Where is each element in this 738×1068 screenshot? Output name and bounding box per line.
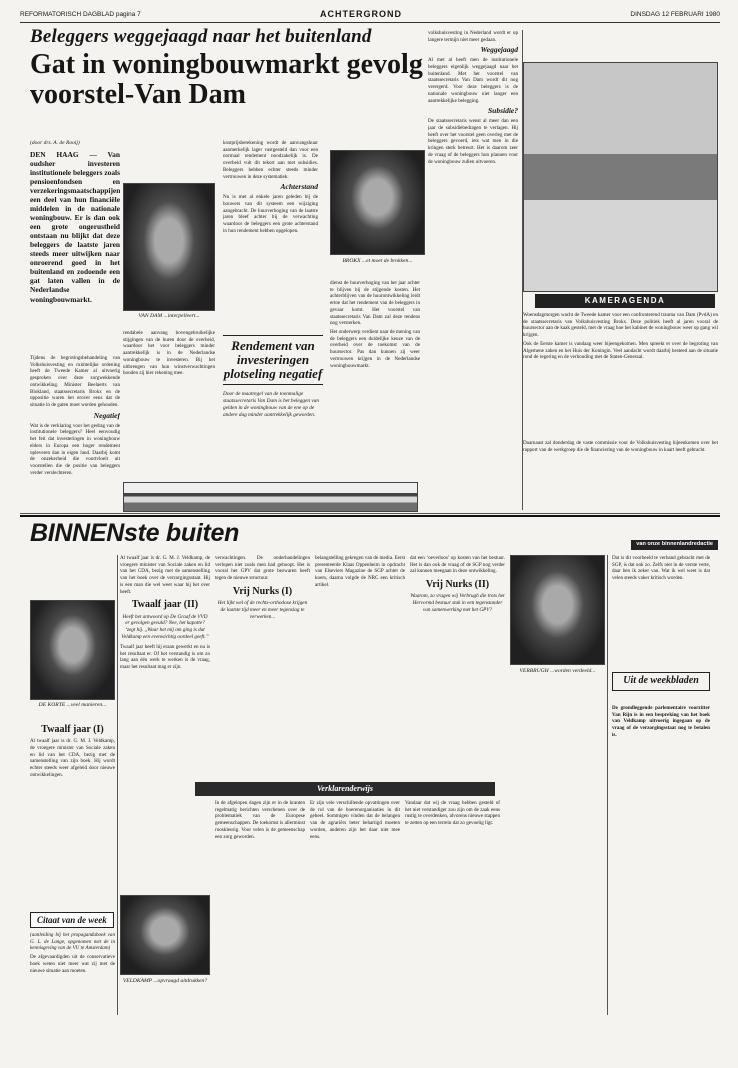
masthead: [20, 9, 720, 23]
col-mid2-body: belangstelling gekregen van de media. Eerst presenteerde Klaas Oppenheim in opdracht van Elseviers Magazine de SGP achter de koers, daarna volgde de NRC een kritisch artikel.: [315, 555, 405, 588]
binnen-title: BINNENste buiten: [30, 519, 240, 547]
weekbladen-intro: De grondleggende parlementaire voorzitter Van Rijn is in een bespreking van het boek van Veldkamp uitvoerig ingegaan op de vraag of de verzorgingsstaat nog te betalen is.: [612, 705, 710, 738]
veldkamp-caption: VELDKAMP ...opvraagd uitdrukken?: [122, 978, 208, 984]
main-body-4: Nu is met al enkele jaren geleden bij de bouwers van dit systeem een wijziging aangebracht. De huurverhoging van de laatste jaren bleef achter bij de verwachting waardoor de beleggers een grote achterstand in hun rendement hebben opgelopen.: [223, 194, 318, 234]
kameragenda-title: KAMERAGENDA: [535, 294, 715, 308]
quote-text: Door de maatregel van de toenmalige staatssecretaris Van Dam is het beleggen van gelden in de woningbouw van de ene op de andere dag minder aantrekkelijk geworden.: [223, 391, 320, 418]
main-byline: (door drs. A. de Rooij): [30, 140, 80, 146]
weekbladen-column: [612, 705, 710, 1005]
right-body-1: volkshuisvesting in Nederland wordt er op langere termijn niet meer gedaan.: [428, 30, 518, 43]
brokx-caption: BROKX ...et moet de brokken...: [342, 258, 413, 264]
twaalf-3-column: [30, 720, 115, 910]
section-title: ACHTERGROND: [320, 9, 402, 19]
kameragenda-body-3: Daarnaast zal donderdag de vaste commissie voor de Volkshuisvesting bijeenkomen over het rapport van de werkgroep die de financiering van de woningbouw in kaart heeft gebracht.: [523, 440, 718, 453]
masthead-date: DINSDAG 12 FEBRUARI 1980: [630, 11, 720, 18]
right-article-column: [428, 30, 518, 505]
van-dam-caption: VAN DAM ...interpelleert...: [138, 313, 200, 319]
twaalf-3-body: Al twaalf jaar is dr. G. M. J. Veldkamp, de vroegere minister van Sociale zaken en lid van het CDA, bezig met de samenstelling van zijn boek. Hij wordt echter steeds weer afgeleid door nieuwe ontwikkelingen.: [30, 738, 115, 778]
main-column-1: [30, 355, 120, 510]
de-korte-caption: DE KORTE ...veel manieren...: [38, 702, 107, 708]
subhead-negatief: Negatief: [93, 410, 120, 420]
subhead-weggejaagd: Weggejaagd: [480, 45, 518, 55]
col-right-body: dat een ‘oeverloos’ op kosten van het bestuur. Het is dan ook de vraag of de SGP nog verder zal kunnen meegaan in deze ontwikkeling.: [410, 555, 505, 575]
main-column-4: [330, 280, 420, 480]
vrij-1-sub: Het lijkt wel of de rechts-orthodoxe krijgen de laatste tijd meer en meer tegenslag te verwerken...: [217, 600, 308, 620]
main-column-2: [223, 140, 318, 330]
weekbladen-box: [612, 672, 710, 691]
column-rule: [117, 555, 118, 1015]
masthead-left: REFORMATORISCH DAGBLAD pagina 7: [20, 11, 141, 18]
kameragenda-column: [523, 312, 718, 432]
verklarenderwijs-column-3: [405, 800, 500, 1010]
parliament-photo: [523, 62, 718, 292]
right-body-2: Al met al heeft men de institutionele beleggers eigenlijk weggejaagd naar het buitenland. Met het voorstel van staatssecretaris Van Dam wordt dit nog verergerd. Voor deze beleggers is de nationale woningbouw niet langer een aantrekkelijke belegging.: [428, 57, 518, 104]
citaat-text: (aanleiding bij het propagandaboek van G. L. de Lange, opgenomen met de in kennisgeving van de VU te Amsterdam): [30, 932, 115, 952]
main-kicker: Beleggers weggejaagd naar het buitenland: [30, 26, 372, 47]
twaalf-2-body: Twaalf jaar heeft hij eraan gewerkt en nu is het resultaat er. Of het verstandig is om zo lang aan één werk te werken is de vraag, maar het resultaat mag er zijn.: [120, 643, 210, 671]
main-body-6: dienst de huurverhoging van het jaar achter te blijven bij de stijgende kosten. Het achterblijven van de huurontwikkeling leidt ertoe dat het rendement van de beleggers in gevaar komt. Het voorstel van staatssecretaris Van Dam zal deze tendens nog versterken.: [330, 280, 420, 327]
main-body-3: kostprijsberekening wordt de aanvangshuur aanmerkelijk lager vastgesteld dan voor een normaal rendement noodzakelijk is. De overheid vult dit tekort aan met subsidies. Beleggers hebben echter steeds minder vertrouwen in deze systematiek.: [223, 140, 318, 180]
main-body-2: Wat is de verklaring voor het gedrag van de institutionele beleggers? Heel eenvoudig het feit dat investeringen in woningbouw elders in Europa een hoger rendement opleveren dan in eigen land. Daarbij komt de onzekerheid die voortvloeit uit voorstellen die de positie van beleggers verder verslechteren.: [30, 422, 120, 476]
veldkamp-photo: [120, 895, 210, 975]
column-rule: [522, 30, 523, 510]
column-rule: [607, 555, 608, 1015]
main-body-7: Het onderwerp verdient naar de mening van de beleggers een duidelijke keuze van de overheid over de toekomst van de huursector. Pas dan kunnen zij weer vertrouwen krijgen in de Nederlandse woningbouwmarkt.: [330, 329, 420, 369]
binnen-column-2: [120, 555, 210, 780]
citaat-column: [30, 932, 115, 1012]
kameragenda-body-1: Woensdagmorgen wacht de Tweede kamer voor een confronterend trauma van Dam (PvdA) en de staatssecretaris van Volkshuisvesting Brokx. Deze politiek heeft al jaren vooral de huursector aan de kaak gesteld, met de vraag hoe het kabinet de woningbouw weer op gang wil krijgen.: [523, 312, 718, 339]
binnen-column-6: [612, 555, 710, 667]
verklarenderwijs-column-2: [310, 800, 400, 1010]
twaalf-2-sub: Heeft het antwoord op De Graaf de VVD er gevolgen gevuld? Nee, het kapotte? ‘zegt hij. ,,Waar het mij om ging is dat Veldkamp een evenwichtig oordeel geeft.’’: [121, 613, 209, 641]
main-body-5: rendabele aanvang bovengebruikelijke stijgingen van de huren door de overheid, waardoor het voor beleggers minder aantrekkelijk is in de Nederlandse woningbouw te investeren. Bij het uitbrengen van hun winstverwachtingen houden zij hier rekening mee.: [123, 330, 215, 377]
twaalf-2-head: Twaalf jaar (II): [131, 599, 199, 611]
col-farright-body: Dat is dit voorbeeld te verband gebracht met de SGP, is dat ook zo. Zelfs niet in de verste verte, daar ben ik zeker van. Wat ik wel weet is dat velen steeds vaker kritisch worden.: [612, 555, 710, 582]
verbrugh-caption: VERBRUGH ...worden verdeeld...: [519, 668, 596, 674]
main-headline: Gat in woningbouwmarkt gevolg voorstel-Van Dam: [30, 49, 423, 111]
de-korte-photo: [30, 600, 115, 700]
right-body-3: De staatssecretaris wenst al meer dan een jaar de subsidiebedragen te verlagen. Hij heeft over het voorstel geen overleg met de beleggers gevoerd, iets wat men in die kringen sterk betreurt. Het is daarom zeer de vraag of de beleggers hun plannen voor de woningbouw zullen uitvoeren.: [428, 118, 518, 165]
subhead-subsidie: Subsidie?: [487, 106, 518, 116]
houses-photo: [123, 482, 418, 512]
binnen-column-4: [315, 555, 405, 780]
verkl-body-2: Er zijn vele verschillende opvattingen over de rol van de boerenorganisaties in dit geheel. Sommigen vinden dat de belangen van de agrariërs beter behartigd moeten worden, anderen zijn het daar niet mee eens.: [310, 800, 400, 840]
van-dam-photo: [123, 183, 215, 311]
main-body-1: Tijdens de begrotingsbehandeling van Volkshuisvesting en ruimtelijke ordening heeft de Tweede Kamer al uitvoerig gesproken over deze zorgwekkende ontwikkeling. Minister Beelaerts van Blokland, staatssecretaris Brokx en de oppositie waren het erover eens dat de situatie in de gaten moet worden gehouden.: [30, 355, 120, 409]
vrij-1-head: Vrij Nurks (I): [232, 585, 293, 597]
binnen-column-5: [410, 555, 505, 780]
brokx-photo: [330, 150, 425, 255]
main-column-3: [123, 330, 215, 480]
section-rule: [20, 513, 720, 514]
binnen-tagline: van onze binnenlandredactie: [631, 540, 718, 550]
kameragenda-body-2: Ook de Eerste kamer is vandaag weer bijeengekomen. Men spreekt er over de begroting van Algemene zaken en het Huis der Koningin. Veel aandacht wordt daarbij besteed aan de situatie rond de regering en de verhouding met de Staten-Generaal.: [523, 340, 718, 361]
weekbladen-title: Uit de weekbladen: [623, 675, 699, 686]
citaat-body: De afgevaardigden uit de conservatieve hoek weten niet meer wat zij met de nieuwe situatie aan moeten.: [30, 954, 115, 974]
verklarenderwijs-title: Verklarenderwijs: [195, 782, 495, 796]
col-mid-body: verwachtingen. De onderhandelingen verlopen niet zoals men had gehoopt. Het is vooral het GPV dat grote bezwaren heeft tegen de nieuwe structuur.: [215, 555, 310, 582]
subhead-achterstand: Achterstand: [280, 182, 318, 192]
verbrugh-photo: [510, 555, 605, 665]
twaalf-1-body: Al twaalf jaar is dr. G. M. J. Veldkamp, de vroegere minister van Sociale zaken en lid van het CDA, bezig met de samenstelling van het boek over de verzorgingsstaat. Hij is een man die wel weet waar hij het over heeft.: [120, 555, 210, 595]
verkl-body-3: Vandaar dat wij de vraag hebben gesteld of het niet verstandiger zou zijn om de zaak eens rustig te overdenken, alvorens nieuwe stappen te zetten op een terrein dat zo gevoelig ligt.: [405, 800, 500, 827]
citaat-title: Citaat van de week: [30, 912, 114, 928]
twaalf-3-head: Twaalf jaar (I): [41, 724, 104, 735]
quote-title: Rendement van investeringen plotseling negatief: [223, 335, 323, 385]
main-intro: DEN HAAG — Van oudsher investeren institutionele beleggers zoals pensioenfondsen en verzekeringsmaatschappijen een deel van hun financiële middelen in de nationale woningbouw. Er is dan ook een grote ongerustheid ontstaan nu blijkt dat deze beleggers de laatste jaren steeds meer uitwijken naar onroerend goed in het buitenland en zodoende een gat laten vallen in de Nederlandse woningbouwmarkt.: [30, 150, 120, 304]
verkl-body-1: In de afgelopen dagen zijn er in de kranten regelmatig berichten verschenen over de problematiek van de Europese gemeenschappen. De toekomst is allerminst rooskleurig. Voor velen is de gemeenschap een zorg geworden.: [215, 800, 305, 840]
verklarenderwijs-column-1: [215, 800, 305, 1010]
vrij-2-head: Vrij Nurks (II): [425, 579, 490, 591]
kameragenda-column-2: [523, 440, 718, 510]
binnen-column-3: [215, 555, 310, 780]
quote-box: [223, 335, 323, 419]
vrij-2-sub: Waarom, zo vragen wij Verbrugh die trots het Hervormd bestuur stak in een tegenstander van samenwerking met het GPV?: [410, 593, 505, 614]
